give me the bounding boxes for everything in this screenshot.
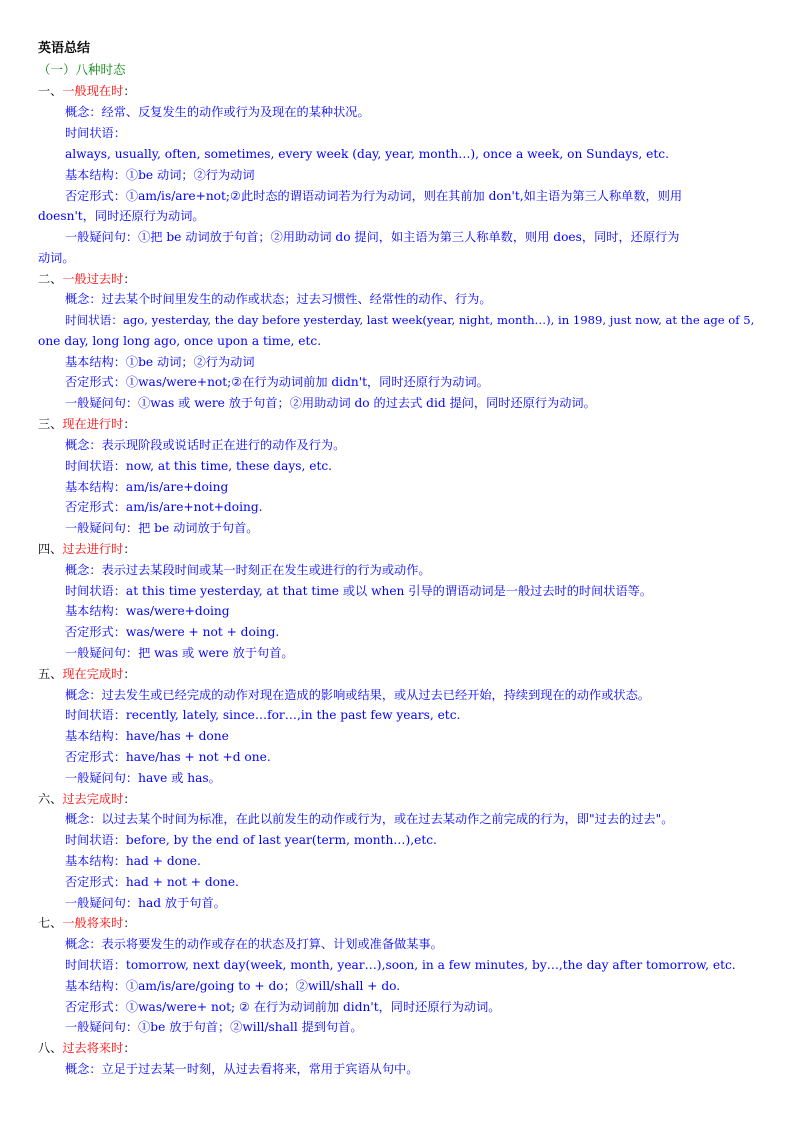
section-heading-3: 三、现在进行时： <box>38 417 136 431</box>
adverbials-5: 时间状语：recently, lately, since…for…,in the past few years, etc. <box>65 708 461 722</box>
adverbials-6: 时间状语：before, by the end of last year(term, month…),etc. <box>65 833 437 847</box>
structure-6: 基本结构：had + done. <box>65 854 201 868</box>
adverbials-7: 时间状语：tomorrow, next day(week, month, year…),soon, in a few minutes, by…,the day after tomorrow, etc. <box>65 958 736 972</box>
negative-6: 否定形式：had + not + done. <box>65 875 239 889</box>
question-6: 一般疑问句：had 放于句首。 <box>65 896 226 910</box>
doc-title: 英语总结 <box>38 41 91 56</box>
section-heading-7: 七、一般将来时： <box>38 916 136 930</box>
structure-5: 基本结构：have/has + done <box>65 729 229 743</box>
section-heading-2: 二、一般过去时： <box>38 272 136 286</box>
section-heading-5: 五、现在完成时： <box>38 667 136 681</box>
negative-5: 否定形式：have/has + not +d one. <box>65 750 271 764</box>
section-heading-8: 八、过去将来时： <box>38 1041 136 1055</box>
section-heading-1: 一、一般现在时： <box>38 84 136 98</box>
concept-3: 概念：表示现阶段或说话时正在进行的动作及行为。 <box>65 438 346 452</box>
structure-4: 基本结构：was/were+doing <box>65 604 230 618</box>
question-4: 一般疑问句：把 was 或 were 放于句首。 <box>65 646 294 660</box>
concept-2: 概念：过去某个时间里发生的动作或状态；过去习惯性、经常性的动作、行为。 <box>65 292 492 306</box>
section-heading-6: 六、过去完成时： <box>38 792 136 806</box>
negative-7: 否定形式：①was/were+ not; ② 在行为动词前加 didn't，同时还原行为动词。 <box>65 1000 501 1014</box>
adverbials-label-1: 时间状语： <box>65 126 126 140</box>
question-1: 一般疑问句：①把 be 动词放于句首；②用助动词 do 提问，如主语为第三人称单数，则用 does，同时，还原行为 <box>65 230 680 244</box>
structure-1: 基本结构：①be 动词；②行为动词 <box>65 168 255 182</box>
adverbials-2-cont: one day, long long ago, once upon a time, etc. <box>38 334 322 348</box>
negative-1-cont: doesn't，同时还原行为动词。 <box>38 209 205 223</box>
adverbials-1: always, usually, often, sometimes, every week (day, year, month…), once a week, on Sundays, etc. <box>65 147 669 161</box>
question-3: 一般疑问句：把 be 动词放于句首。 <box>65 521 259 535</box>
negative-2: 否定形式：①was/were+not;②在行为动词前加 didn't，同时还原行为动词。 <box>65 375 489 389</box>
question-1-cont: 动词。 <box>38 251 75 265</box>
negative-3: 否定形式：am/is/are+not+doing. <box>65 500 263 514</box>
concept-8: 概念：立足于过去某一时刻，从过去看将来，常用于宾语从句中。 <box>65 1062 419 1076</box>
question-7: 一般疑问句：①be 放于句首；②will/shall 提到句首。 <box>65 1020 363 1034</box>
structure-3: 基本结构：am/is/are+doing <box>65 480 229 494</box>
concept-6: 概念：以过去某个时间为标准，在此以前发生的动作或行为，或在过去某动作之前完成的行为，即"过去的过去"。 <box>65 812 674 826</box>
adverbials-3: 时间状语：now, at this time, these days, etc. <box>65 459 333 473</box>
negative-4: 否定形式：was/were + not + doing. <box>65 625 280 639</box>
section-heading-4: 四、过去进行时： <box>38 542 136 556</box>
concept-7: 概念：表示将要发生的动作或存在的状态及打算、计划或准备做某事。 <box>65 937 443 951</box>
concept-4: 概念：表示过去某段时间或某一时刻正在发生或进行的行为或动作。 <box>65 563 431 577</box>
doc-subtitle: （一）八种时态 <box>38 62 126 77</box>
negative-1: 否定形式：①am/is/are+not;②此时态的谓语动词若为行为动词，则在其前加 don't,如主语为第三人称单数，则用 <box>65 189 683 203</box>
question-5: 一般疑问句：have 或 has。 <box>65 771 221 785</box>
structure-7: 基本结构：①am/is/are/going to + do；②will/shall + do. <box>65 979 401 993</box>
structure-2: 基本结构：①be 动词；②行为动词 <box>65 355 255 369</box>
adverbials-2: 时间状语：ago, yesterday, the day before yesterday, last week(year, night, month…), in 1989, just now, at the age of 5, <box>65 313 755 327</box>
question-2: 一般疑问句：①was 或 were 放于句首；②用助动词 do 的过去式 did 提问，同时还原行为动词。 <box>65 396 596 410</box>
concept-1: 概念：经常、反复发生的动作或行为及现在的某种状况。 <box>65 105 370 119</box>
concept-5: 概念：过去发生或已经完成的动作对现在造成的影响或结果，或从过去已经开始，持续到现在的动作或状态。 <box>65 688 650 702</box>
adverbials-4: 时间状语：at this time yesterday, at that time 或以 when 引导的谓语动词是一般过去时的时间状语等。 <box>65 584 653 598</box>
